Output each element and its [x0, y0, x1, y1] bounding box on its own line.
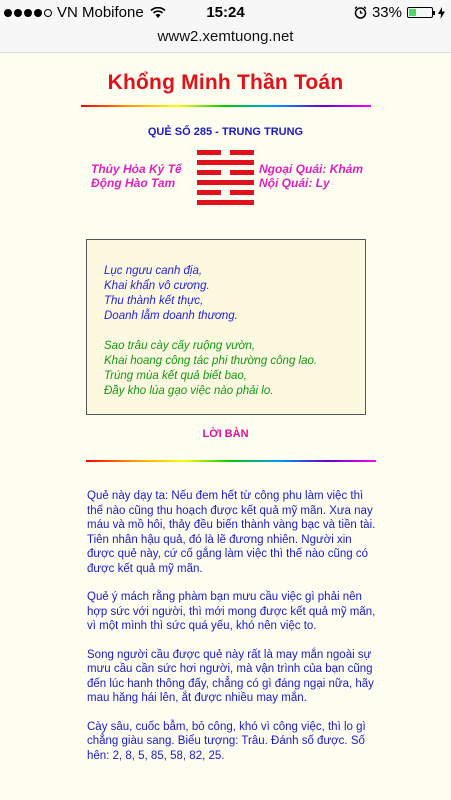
hexagram-subtitle: QUẺ SỐ 285 - TRUNG TRUNG	[147, 126, 304, 138]
hexagram-line-yang	[197, 160, 254, 165]
rainbow-divider	[81, 105, 371, 107]
hexagram-line-yang	[197, 180, 254, 185]
commentary-paragraph: Song người cầu được quẻ này rất là may mắn ngoài sự mưu cầu cần sức hơi người, mà vận trình của bạn cũng đến lúc hanh thông đấy, chẳng có gì đáng ngại nữa, hãy mau hăng hái lên, ắt được nhiều may mắn.	[87, 648, 374, 704]
poem-line: Doanh lẫm doanh thương.	[104, 310, 238, 322]
poem-line: Khai hoang công tác phi thường công lao.	[104, 355, 318, 367]
hexagram-line-yin	[197, 170, 254, 175]
section-heading: LỜI BÀN	[202, 428, 249, 440]
page-title: Khổng Minh Thần Toán	[107, 71, 344, 94]
hexagram-line-yin	[197, 150, 254, 155]
hexagram-line-segment	[197, 180, 254, 185]
poem-verse-vietnamese	[104, 339, 365, 399]
commentary	[87, 489, 377, 777]
url-bar[interactable]	[0, 26, 451, 53]
poem-verse-chinese	[104, 264, 365, 324]
hexagram-line-yang	[197, 200, 254, 205]
status-bar	[0, 0, 451, 26]
charging-icon	[438, 7, 445, 19]
hexagram-line-segment	[197, 200, 254, 205]
hexagram-line-segment	[197, 190, 221, 195]
poem-line: Lục ngưu canh địa,	[104, 265, 203, 277]
battery-fill	[409, 9, 416, 16]
battery-icon	[407, 7, 433, 18]
battery-percent: 33%	[371, 4, 402, 21]
hexagram-row	[0, 148, 451, 212]
moving-line: Động Hào Tam	[91, 176, 176, 190]
hexagram-symbol	[197, 150, 254, 210]
hexagram-name: Thủy Hỏa Ký Tế	[91, 162, 182, 176]
hexagram-line-segment	[230, 170, 254, 175]
outer-trigram: Ngoại Quái: Khảm	[259, 162, 364, 176]
hexagram-line-segment	[230, 190, 254, 195]
hexagram-line-segment	[197, 160, 254, 165]
status-right	[354, 4, 445, 21]
hexagram-right-info	[259, 162, 363, 190]
poem-line: Trúng mùa kết quả biết bao,	[104, 370, 247, 382]
alarm-icon	[354, 6, 367, 19]
hexagram-left-info	[91, 162, 182, 190]
commentary-paragraph: Quẻ này dạy ta: Nếu đem hết từ công phu làm việc thì thế nào cũng thu hoạch được kết quả mỹ mãn. Xưa nay máu và mồ hôi, thảy đều biến thành vàng bạc và tiền tài. Tiên nhân hậu quả, đó là lẽ đương nhiên. Người xin được quẻ này, cứ cố gắng làm việc thì thế nào cũng có được kết quả mỹ mãn.	[87, 490, 376, 575]
rainbow-divider	[86, 460, 376, 462]
hexagram-line-yin	[197, 190, 254, 195]
poem-line: Thu thành kết thực,	[104, 295, 204, 307]
hexagram-line-segment	[197, 150, 221, 155]
inner-trigram: Nội Quái: Ly	[259, 176, 330, 190]
url-text[interactable]: www2.xemtuong.net	[157, 28, 294, 45]
carrier-name: VN Mobifone	[57, 4, 144, 21]
commentary-paragraph: Cày sâu, cuốc bẫm, bỏ công, khó vì công việc, thì lo gì chẳng giàu sang. Biểu tượng: Trâu. Đánh số được. Số hên: 2, 8, 5, 85, 58, 82, 25.	[87, 720, 366, 762]
hexagram-line-segment	[197, 170, 221, 175]
hexagram-line-segment	[230, 150, 254, 155]
status-time: 15:24	[206, 4, 245, 21]
poem-line: Sao trâu cày cấy ruộng vườn,	[104, 340, 256, 352]
commentary-paragraph: Quẻ ý mách rằng phàm bạn mưu cầu việc gì phải nên hợp sức với người, thì mới mong được kết quả mỹ mãn, vì một mình thì sức quá yếu, khó nên việc to.	[87, 591, 376, 632]
poem-line: Khai khẩn vô cương.	[104, 280, 210, 292]
poem-box	[86, 239, 366, 415]
poem-line: Đầy kho lúa gạo việc nào phải lo.	[104, 385, 274, 397]
